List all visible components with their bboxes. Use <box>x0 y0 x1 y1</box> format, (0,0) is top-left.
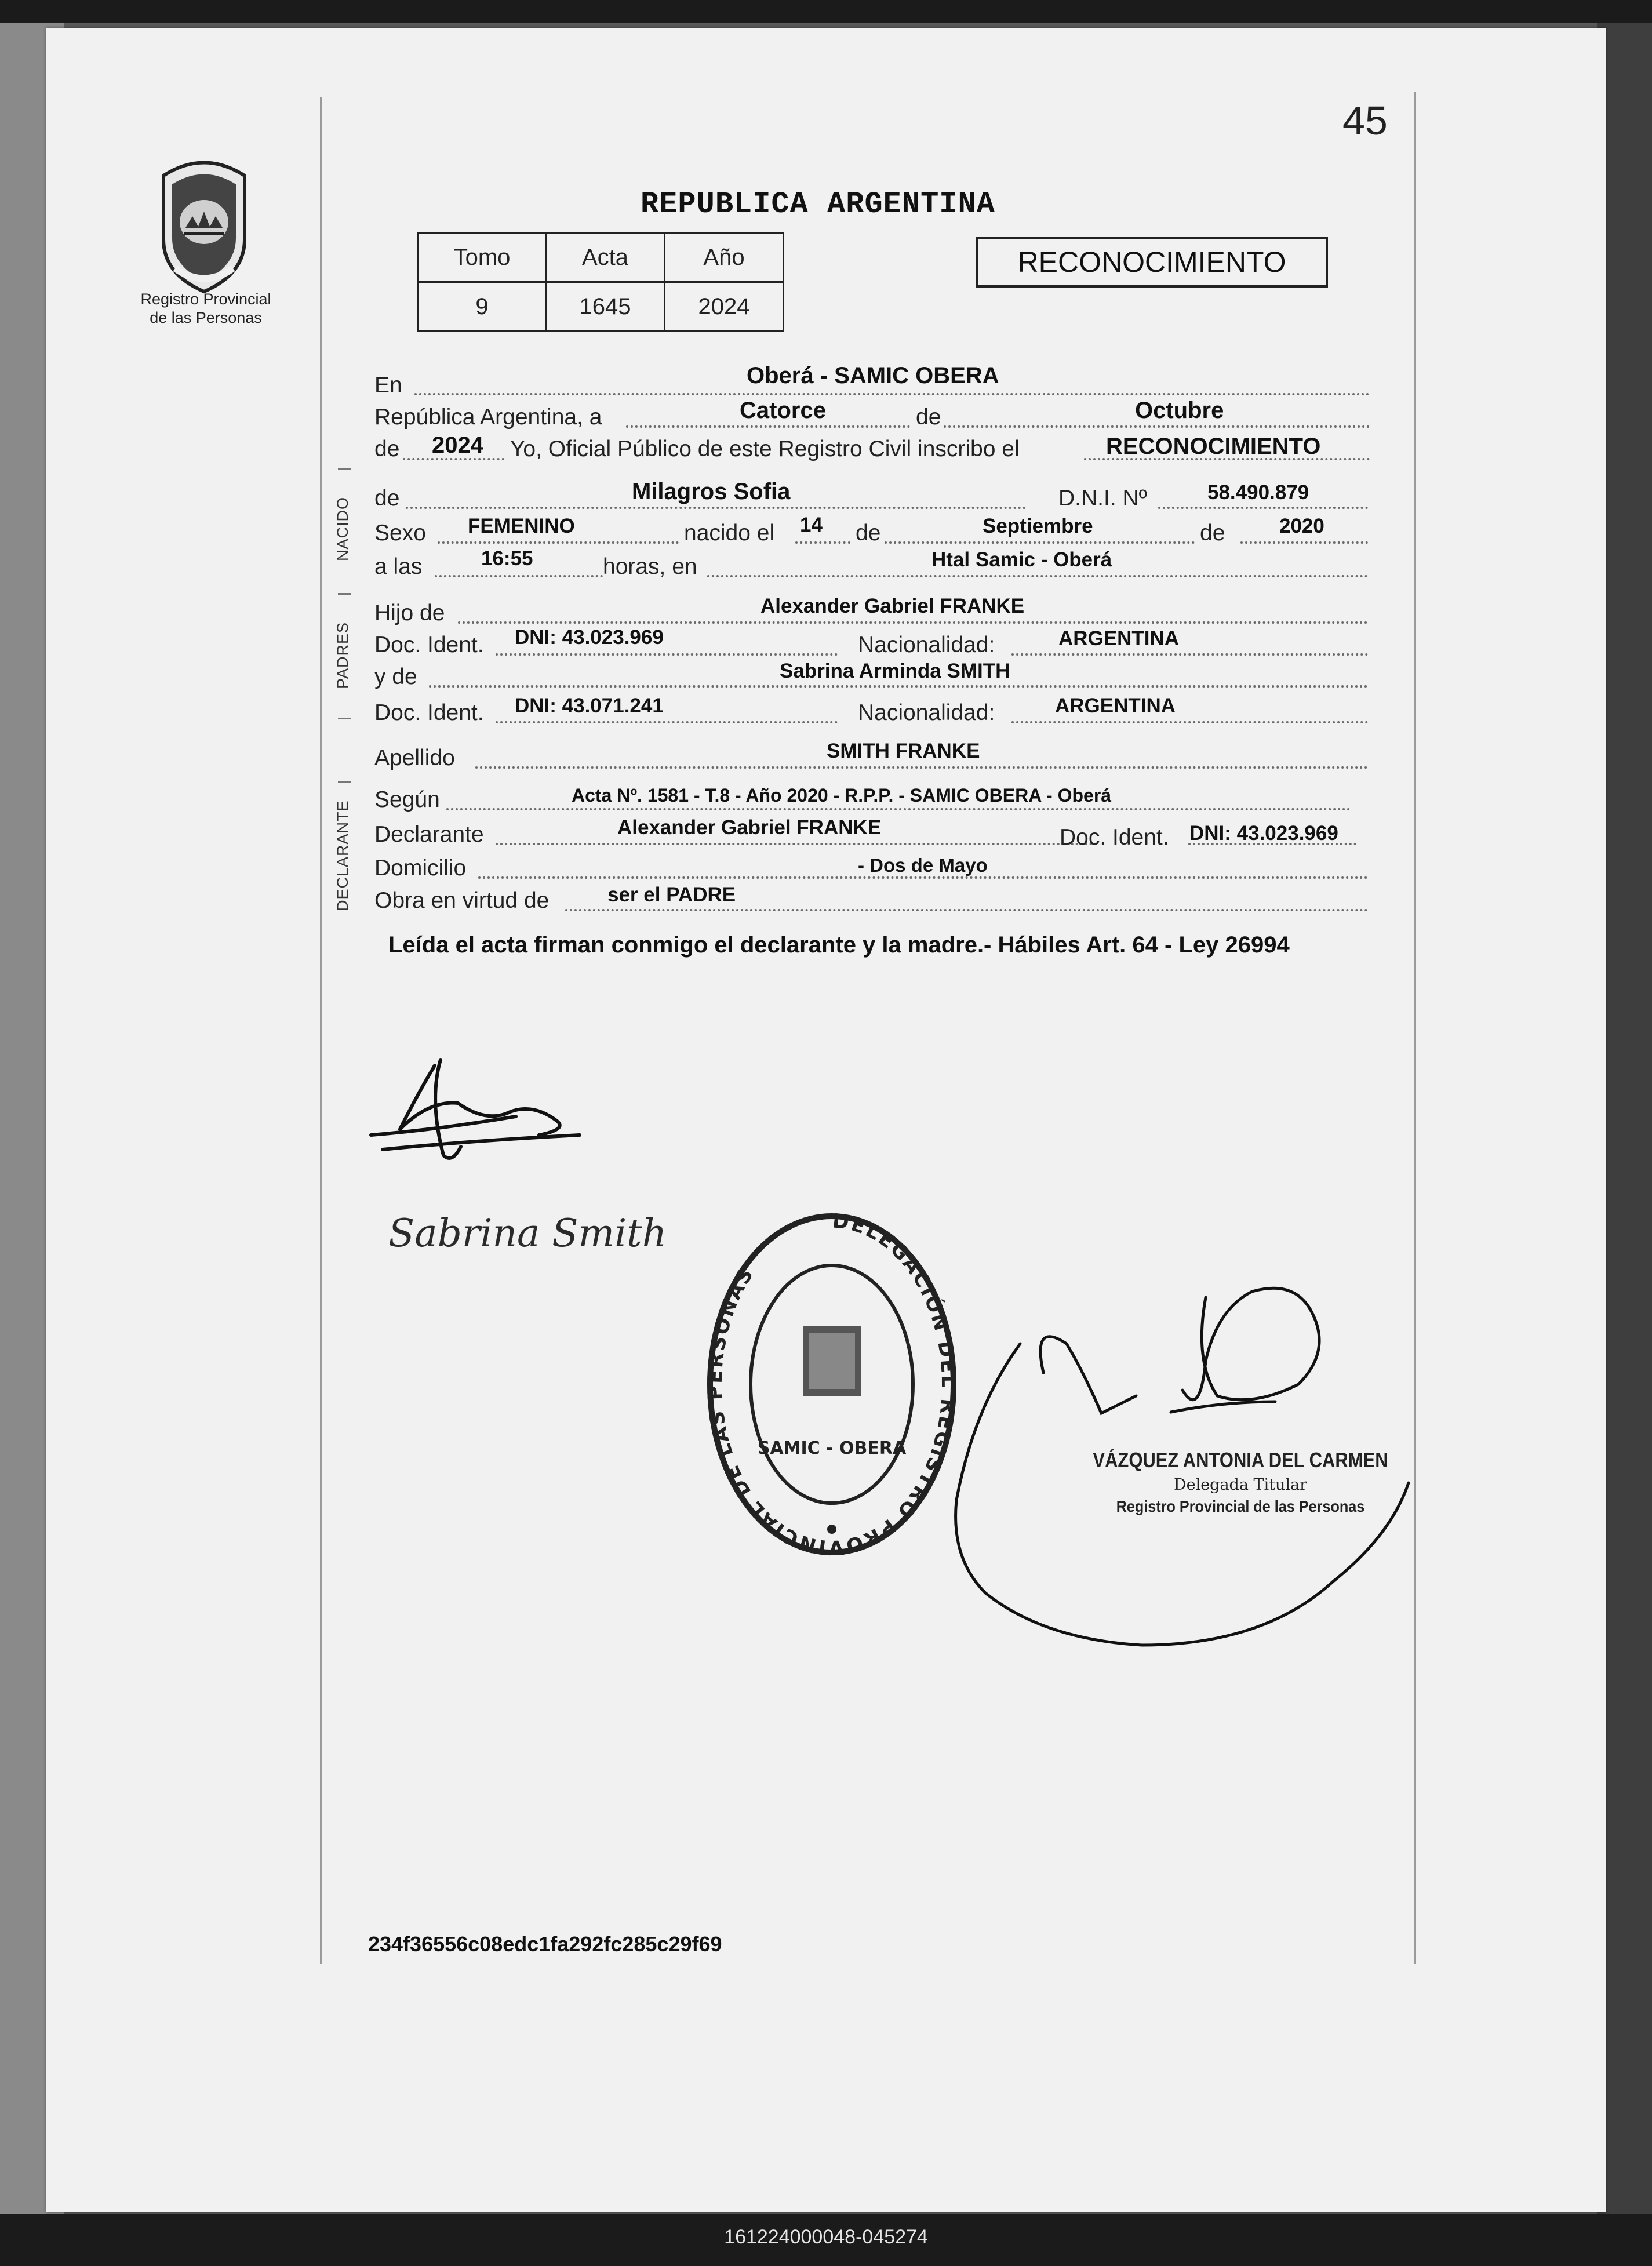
obra-label: Obra en virtud de <box>374 888 550 913</box>
nacido-side-label: NACIDO <box>334 496 351 561</box>
dotted-line <box>1011 653 1368 656</box>
doc-ident-label: Doc. Ident. <box>374 700 484 725</box>
record-table-header: Tomo <box>419 233 546 282</box>
child-dni-value: 58.490.879 <box>1207 481 1309 504</box>
seal-outer-text: DELEGACIÓN DEL REGISTRO PROVINCIAL DE LAS PERSONAS <box>703 1209 960 1558</box>
dotted-line <box>406 507 1026 509</box>
document-page <box>46 28 1606 2212</box>
section-divider <box>338 593 351 595</box>
dotted-line <box>496 843 1093 845</box>
declarante-doc-value: DNI: 43.023.969 <box>1189 822 1338 845</box>
birth-day-value: 14 <box>800 514 823 536</box>
de-label: de <box>856 521 881 545</box>
horas-en-label: horas, en <box>603 554 697 579</box>
country-heading: REPUBLICA ARGENTINA <box>641 187 995 221</box>
dotted-line <box>1158 507 1368 509</box>
day-words-value: Catorce <box>740 398 826 423</box>
dotted-line <box>446 808 1351 810</box>
mother-signature <box>377 1193 701 1268</box>
dotted-line <box>496 721 838 723</box>
a-las-label: a las <box>374 554 423 579</box>
logo-caption-line1: Registro Provincial <box>140 290 271 308</box>
apellido-value: SMITH FRANKE <box>827 740 980 762</box>
dotted-line <box>496 653 838 656</box>
dotted-line <box>795 541 850 544</box>
page-number: 45 <box>1342 98 1388 143</box>
declarante-label: Declarante <box>374 822 484 847</box>
de-label: de <box>374 486 400 511</box>
record-table-cell: 9 <box>419 282 546 332</box>
segun-label: Según <box>374 787 440 812</box>
segun-value: Acta Nº. 1581 - T.8 - Año 2020 - R.P.P. - SAMIC OBERA - Oberá <box>572 785 1112 806</box>
location-value: Oberá - SAMIC OBERA <box>747 363 999 388</box>
declarante-side-label: DECLARANTE <box>334 800 351 911</box>
official-stamp <box>1061 1448 1420 1516</box>
dotted-line <box>414 393 1370 395</box>
nacido-el-label: nacido el <box>684 521 775 545</box>
dotted-line <box>429 685 1368 688</box>
mother-nationality-value: ARGENTINA <box>1055 694 1176 717</box>
father-signature-icon <box>365 1048 585 1176</box>
dotted-line <box>707 575 1368 577</box>
record-table-cell: 2024 <box>665 282 784 332</box>
section-divider <box>338 781 351 783</box>
declarante-name-value: Alexander Gabriel FRANKE <box>617 816 882 839</box>
record-table-header: Acta <box>546 233 665 282</box>
obra-value: ser el PADRE <box>607 883 736 906</box>
domicilio-label: Domicilio <box>374 856 467 881</box>
section-divider <box>338 468 351 470</box>
mother-doc-value: DNI: 43.071.241 <box>515 694 664 717</box>
record-table-header-row <box>419 233 784 282</box>
seal-inner-text: SAMIC - OBERA <box>757 1438 907 1458</box>
republic-prefix: República Argentina, a <box>374 405 602 430</box>
record-table-value-row <box>419 282 784 332</box>
dni-label: D.N.I. Nº <box>1058 486 1147 511</box>
dotted-line <box>1011 721 1368 723</box>
official-name: VÁZQUEZ ANTONIA DEL CARMEN <box>1093 1448 1388 1472</box>
child-name-value: Milagros Sofia <box>632 479 791 504</box>
dotted-line <box>478 876 1368 879</box>
father-doc-value: DNI: 43.023.969 <box>515 626 664 649</box>
doc-ident-label: Doc. Ident. <box>1060 825 1169 850</box>
birth-month-value: Septiembre <box>983 515 1093 537</box>
domicilio-value: - Dos de Mayo <box>858 854 988 876</box>
inscribed-type-value: RECONOCIMIENTO <box>1106 434 1321 459</box>
apellido-label: Apellido <box>374 745 455 770</box>
record-table <box>417 232 784 332</box>
nacionalidad-label: Nacionalidad: <box>858 632 995 657</box>
en-label: En <box>374 373 402 398</box>
de-label: de <box>374 437 400 461</box>
dotted-line <box>885 541 1195 544</box>
record-table-header: Año <box>665 233 784 282</box>
y-de-label: y de <box>374 664 417 689</box>
official-title: Delegada Titular <box>1173 1476 1308 1494</box>
sexo-label: Sexo <box>374 521 426 545</box>
nacionalidad-label: Nacionalidad: <box>858 700 995 725</box>
sexo-value: FEMENINO <box>468 515 575 537</box>
dotted-line <box>435 575 603 577</box>
logo-caption-line2: de las Personas <box>150 309 262 326</box>
mother-signature-text: Sabrina Smith <box>388 1211 667 1256</box>
dotted-line <box>565 909 1368 911</box>
official-registry: Registro Provincial de las Personas <box>1116 1497 1365 1515</box>
left-margin-line <box>320 97 322 1964</box>
closing-statement: Leída el acta firman conmigo el declarante y la madre.- Hábiles Art. 64 - Ley 26994 <box>388 932 1290 958</box>
record-table-cell: 1645 <box>546 282 665 332</box>
registry-logo-caption <box>128 290 284 327</box>
de-label: de <box>916 405 941 430</box>
father-name-value: Alexander Gabriel FRANKE <box>760 595 1025 617</box>
oficial-text: Yo, Oficial Público de este Registro Civil inscribo el <box>510 437 1020 461</box>
father-nationality-value: ARGENTINA <box>1058 627 1180 650</box>
dotted-line <box>475 766 1368 769</box>
dotted-line <box>1240 541 1368 544</box>
footer-id: 161224000048-045274 <box>724 2226 928 2248</box>
act-type-box: RECONOCIMIENTO <box>976 237 1328 288</box>
padres-side-label: PADRES <box>334 621 351 689</box>
document-hash: 234f36556c08edc1fa292fc285c29f69 <box>368 1932 722 1956</box>
dotted-line <box>438 541 679 544</box>
doc-ident-label: Doc. Ident. <box>374 632 484 657</box>
year-value: 2024 <box>432 432 483 458</box>
de-label: de <box>1200 521 1225 545</box>
dotted-line <box>944 425 1370 428</box>
registry-logo-icon <box>152 152 256 297</box>
hijo-de-label: Hijo de <box>374 601 445 625</box>
dotted-line <box>458 621 1368 624</box>
registry-seal-icon <box>696 1199 968 1558</box>
section-divider <box>338 718 351 719</box>
right-margin-line <box>1414 92 1416 1964</box>
birth-year-value: 2020 <box>1279 515 1324 537</box>
month-value: Octubre <box>1135 398 1224 423</box>
dotted-line <box>626 425 910 428</box>
birth-place-value: Htal Samic - Oberá <box>931 548 1112 571</box>
mother-name-value: Sabrina Arminda SMITH <box>780 660 1010 682</box>
birth-time-value: 16:55 <box>481 547 533 570</box>
